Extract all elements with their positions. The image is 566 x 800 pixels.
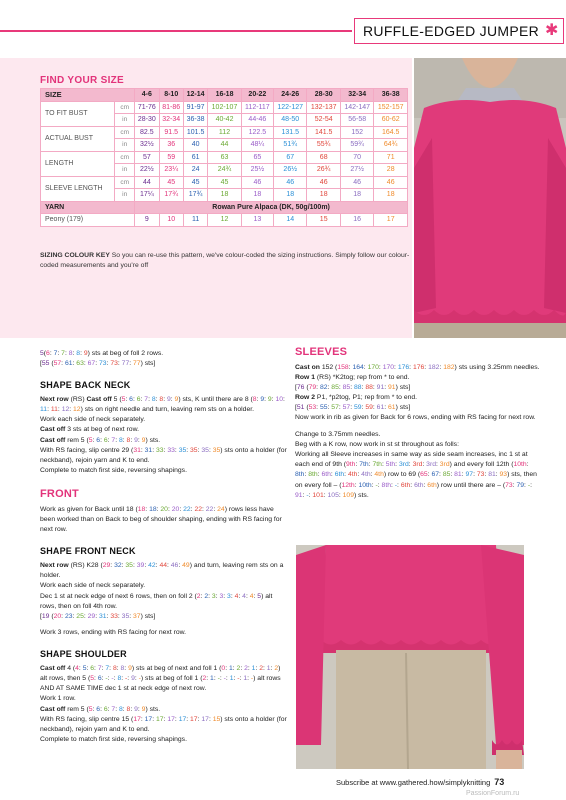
text-line: [19 (20: 23: 25: 29: 31: 33: 35: 37) sts] bbox=[40, 612, 156, 620]
value-cell: 32½ bbox=[135, 139, 159, 152]
section-heading: FRONT bbox=[40, 488, 79, 501]
text-line: Now work in rib as given for Back for 6 rows, ending with RS facing for next row. bbox=[295, 414, 536, 422]
header-rule bbox=[0, 30, 352, 32]
text-line: Cast on 152 (158: 164: 170: 170: 176: 176: 182: 182) sts using 3.25mm needles. bbox=[295, 363, 540, 371]
value-cell: 141.5 bbox=[307, 126, 340, 139]
unit-cell: cm bbox=[115, 101, 135, 114]
value-cell: 51¾ bbox=[274, 139, 307, 152]
yarn-row bbox=[41, 201, 408, 214]
value-cell: 45 bbox=[159, 176, 183, 189]
value-cell: 112 bbox=[208, 126, 241, 139]
value-cell: 81-86 bbox=[159, 101, 183, 114]
value-cell: 45 bbox=[208, 176, 241, 189]
text-line: Work as given for Back until 18 (18: 18: 20: 20: 22: 22: 22: 24) rows less have been worked than on Back to beg of shoulder shaping, ending with RS facing for next row. bbox=[40, 505, 282, 534]
model-photo-top-image bbox=[414, 58, 566, 338]
value-cell: 46 bbox=[274, 176, 307, 189]
page-number: 73 bbox=[494, 777, 505, 787]
text-line: Next row (RS) K28 (29: 32: 35: 39: 42: 44: 46: 49) and turn, leaving rem sts on a holder. bbox=[40, 561, 284, 580]
model-photo-top bbox=[414, 58, 566, 338]
value-cell: 59¾ bbox=[340, 139, 373, 152]
right-column bbox=[295, 340, 540, 501]
value-cell: 46 bbox=[374, 176, 408, 189]
value-cell: 112-117 bbox=[241, 101, 273, 114]
value-cell: 65 bbox=[241, 151, 273, 164]
model-photo-sleeve-image bbox=[296, 545, 524, 769]
text-line: 5(6: 7: 7: 8: 8: 9) sts at beg of foll 2 rows. bbox=[40, 350, 164, 357]
size-col: 36-38 bbox=[374, 89, 408, 102]
value-cell: 71-76 bbox=[135, 101, 159, 114]
size-col: 24-26 bbox=[274, 89, 307, 102]
value-cell: 25½ bbox=[241, 164, 273, 177]
section-heading: SHAPE SHOULDER bbox=[40, 649, 127, 660]
row-label: SLEEVE LENGTH bbox=[41, 176, 115, 201]
value-cell: 152-157 bbox=[374, 101, 408, 114]
value-cell: 18 bbox=[241, 189, 273, 202]
value-cell: 164.5 bbox=[374, 126, 408, 139]
value-cell: 26¾ bbox=[307, 164, 340, 177]
find-your-size-heading: FIND YOUR SIZE bbox=[40, 75, 125, 86]
value-cell: 101.5 bbox=[183, 126, 207, 139]
peony-value: 11 bbox=[183, 214, 207, 227]
value-cell: 18 bbox=[274, 189, 307, 202]
text-line: [76 (79: 82: 85: 85: 88: 88: 91: 91) sts] bbox=[295, 383, 411, 391]
row-label: TO FIT BUST bbox=[41, 101, 115, 126]
value-cell: 46 bbox=[307, 176, 340, 189]
value-cell: 48¼ bbox=[241, 139, 273, 152]
text-line: Cast off rem 5 (5: 6: 6: 7: 8: 8: 9: 9) sts. bbox=[40, 436, 161, 444]
section-heading: SHAPE FRONT NECK bbox=[40, 546, 136, 557]
size-table-row bbox=[41, 126, 408, 139]
size-label: SIZE bbox=[41, 89, 135, 102]
size-table-row bbox=[41, 101, 408, 114]
size-table-body bbox=[41, 101, 408, 226]
size-table-row bbox=[41, 151, 408, 164]
value-cell: 132-137 bbox=[307, 101, 340, 114]
value-cell: 28 bbox=[374, 164, 408, 177]
size-col: 28-30 bbox=[307, 89, 340, 102]
yarn-label: YARN bbox=[41, 201, 135, 214]
value-cell: 91-97 bbox=[183, 101, 207, 114]
value-cell: 18 bbox=[307, 189, 340, 202]
value-cell: 18 bbox=[208, 189, 241, 202]
value-cell: 122-127 bbox=[274, 101, 307, 114]
unit-cell: in bbox=[115, 164, 135, 177]
text-line: Cast off 3 sts at beg of next row. bbox=[40, 426, 139, 434]
page-title-box bbox=[354, 18, 564, 44]
text-line: With RS facing, slip centre 29 (31: 31: 33: 33: 35: 35: 35: 35) sts onto a holder (for neckband), rejoin yarn and K to end. bbox=[40, 446, 287, 464]
text-line: Row 1 (RS) *K2tog; rep from * to end. bbox=[295, 373, 410, 381]
key-text: So you can re-use this pattern, we've colour-coded the sizing instructions. Simply follow our colour-coded measurements and you're off bbox=[40, 252, 410, 269]
size-col: 8-10 bbox=[159, 89, 183, 102]
yarn-name: Rowan Pure Alpaca (DK, 50g/100m) bbox=[135, 201, 408, 214]
value-cell: 52-54 bbox=[307, 114, 340, 127]
value-cell: 142-147 bbox=[340, 101, 373, 114]
value-cell: 40-42 bbox=[208, 114, 241, 127]
text-line: [55 (57: 61: 63: 67: 73: 73: 77: 77) sts] bbox=[40, 360, 156, 368]
value-cell: 32-34 bbox=[159, 114, 183, 127]
value-cell: 46 bbox=[241, 176, 273, 189]
unit-cell: cm bbox=[115, 176, 135, 189]
text-line: Row 2 P1, *p2tog, P1; rep from * to end. bbox=[295, 394, 418, 402]
value-cell: 26½ bbox=[274, 164, 307, 177]
peony-value: 12 bbox=[208, 214, 241, 227]
value-cell: 68 bbox=[307, 151, 340, 164]
section-heading: SLEEVES bbox=[295, 346, 348, 358]
footer bbox=[336, 777, 504, 787]
peony-row bbox=[41, 214, 408, 227]
section-heading: SHAPE BACK NECK bbox=[40, 380, 131, 391]
value-cell: 46 bbox=[340, 176, 373, 189]
value-cell: 17¾ bbox=[159, 189, 183, 202]
unit-cell: in bbox=[115, 114, 135, 127]
peony-value: 17 bbox=[374, 214, 408, 227]
size-col: 20-22 bbox=[241, 89, 273, 102]
text-line: Complete to match first side, reversing shapings. bbox=[40, 467, 187, 475]
row-label: LENGTH bbox=[41, 151, 115, 176]
page-title: RUFFLE-EDGED JUMPER bbox=[363, 23, 540, 39]
value-cell: 71 bbox=[374, 151, 408, 164]
value-cell: 36 bbox=[159, 139, 183, 152]
left-column bbox=[40, 349, 288, 745]
peony-value: 16 bbox=[340, 214, 373, 227]
value-cell: 70 bbox=[340, 151, 373, 164]
value-cell: 17¼ bbox=[135, 189, 159, 202]
value-cell: 45 bbox=[183, 176, 207, 189]
value-cell: 48-50 bbox=[274, 114, 307, 127]
value-cell: 61 bbox=[183, 151, 207, 164]
peony-value: 10 bbox=[159, 214, 183, 227]
value-cell: 18 bbox=[374, 189, 408, 202]
text-line: Cast off rem 5 (5: 6: 6: 7: 8: 8: 9: 9) sts. bbox=[40, 705, 161, 713]
value-cell: 152 bbox=[340, 126, 373, 139]
value-cell: 44 bbox=[208, 139, 241, 152]
value-cell: 64¾ bbox=[374, 139, 408, 152]
unit-cell: in bbox=[115, 189, 135, 202]
text-line: Beg with a K row, now work in st st throughout as folls: bbox=[295, 440, 459, 448]
text-line: Complete to match first side, reversing shapings. bbox=[40, 736, 187, 744]
value-cell: 59 bbox=[159, 151, 183, 164]
value-cell: 67 bbox=[274, 151, 307, 164]
peony-value: 15 bbox=[307, 214, 340, 227]
size-col: 32-34 bbox=[340, 89, 373, 102]
value-cell: 24 bbox=[183, 164, 207, 177]
value-cell: 56-58 bbox=[340, 114, 373, 127]
value-cell: 44 bbox=[135, 176, 159, 189]
subscribe-text: Subscribe at www.gathered.how/simplyknitting bbox=[336, 778, 491, 787]
peony-value: 14 bbox=[274, 214, 307, 227]
value-cell: 82.5 bbox=[135, 126, 159, 139]
peony-value: 13 bbox=[241, 214, 273, 227]
size-col: 4-6 bbox=[135, 89, 159, 102]
size-col: 12-14 bbox=[183, 89, 207, 102]
value-cell: 57 bbox=[135, 151, 159, 164]
size-table-row bbox=[41, 176, 408, 189]
size-col: 16-18 bbox=[208, 89, 241, 102]
text-line: Working all Sleeve increases in same way as side seam increases, inc 1 st at each end of 9th (9th: 7th: 7th: 5th: 3rd: 3rd: 3rd: 3rd) and every foll 12th (10th: 8th: 8th: 6th: 6th: 4th: 4th: 4th) row to 69 (65: 67: 85: 81: 97: 73: 81: 93) sts, then on every foll – (12th: 10th: -: 8th: -: 6th: 6th: 6th) row until there are – (73: 79: -: 91: -: 101: 105: 109) sts. bbox=[295, 451, 537, 499]
text-line: Work each side of neck separately. bbox=[40, 416, 146, 424]
text-line: Change to 3.75mm needles. bbox=[295, 430, 381, 438]
text-line: Dec 1 st at neck edge of next 6 rows, then on foll 2 (2: 2: 3: 3: 3: 4: 4: 4: 5) alt rows, then on foll 4th row. bbox=[40, 592, 273, 610]
unit-cell: cm bbox=[115, 151, 135, 164]
value-cell: 44-46 bbox=[241, 114, 273, 127]
asterisk-icon: ✱ bbox=[545, 22, 559, 39]
watermark: PassionForum.ru bbox=[466, 790, 520, 797]
value-cell: 22½ bbox=[135, 164, 159, 177]
value-cell: 28-30 bbox=[135, 114, 159, 127]
unit-cell: cm bbox=[115, 126, 135, 139]
text-line: Cast off 4 (4: 5: 6: 7: 7: 8: 8: 9) sts at beg of next and foll 1 (0: 1: 2: 2: 1: 2: 1: 2) alt rows, then 5 (5: 6: -: -: 8: -: 9: -) sts at beg of foll 1 (2: 1: -: -: 1: -: 1: -) alt rows AND AT SAME TIME dec 1 st at neck edge of next row. bbox=[40, 664, 281, 693]
model-photo-sleeve bbox=[296, 545, 524, 769]
text-line: With RS facing, slip centre 15 (17: 17: 17: 17: 17: 17: 17: 15) sts onto a holder (for neckband), rejoin yarn and K to end. bbox=[40, 715, 287, 733]
text-line: Work 1 row. bbox=[40, 695, 76, 703]
text-line: Work each side of neck separately. bbox=[40, 582, 146, 590]
sizing-colour-key bbox=[40, 251, 410, 271]
text-line: Work 3 rows, ending with RS facing for next row. bbox=[40, 629, 187, 637]
value-cell: 17¾ bbox=[183, 189, 207, 202]
value-cell: 63 bbox=[208, 151, 241, 164]
value-cell: 122.5 bbox=[241, 126, 273, 139]
value-cell: 102-107 bbox=[208, 101, 241, 114]
value-cell: 40 bbox=[183, 139, 207, 152]
size-header-row bbox=[41, 89, 408, 102]
value-cell: 36-38 bbox=[183, 114, 207, 127]
value-cell: 60-62 bbox=[374, 114, 408, 127]
value-cell: 24¾ bbox=[208, 164, 241, 177]
size-table bbox=[40, 88, 408, 227]
peony-value: 9 bbox=[135, 214, 159, 227]
key-title: SIZING COLOUR KEY bbox=[40, 252, 110, 259]
text-line: [51 (53: 55: 57: 57: 59: 59: 61: 61) sts] bbox=[295, 404, 411, 412]
text-line: Next row (RS) Cast off 5 (5: 6: 6: 7: 8: 8: 9: 9) sts, K until there are 8 (8: 9: 9: 10: 11: 11: 12: 12) sts on right needle and turn, leaving rem sts on a holder. bbox=[40, 395, 285, 414]
peony-label: Peony (179) bbox=[41, 214, 135, 227]
unit-cell: in bbox=[115, 139, 135, 152]
value-cell: 91.5 bbox=[159, 126, 183, 139]
value-cell: 131.5 bbox=[274, 126, 307, 139]
value-cell: 27½ bbox=[340, 164, 373, 177]
value-cell: 23¼ bbox=[159, 164, 183, 177]
value-cell: 18 bbox=[340, 189, 373, 202]
value-cell: 55¾ bbox=[307, 139, 340, 152]
row-label: ACTUAL BUST bbox=[41, 126, 115, 151]
